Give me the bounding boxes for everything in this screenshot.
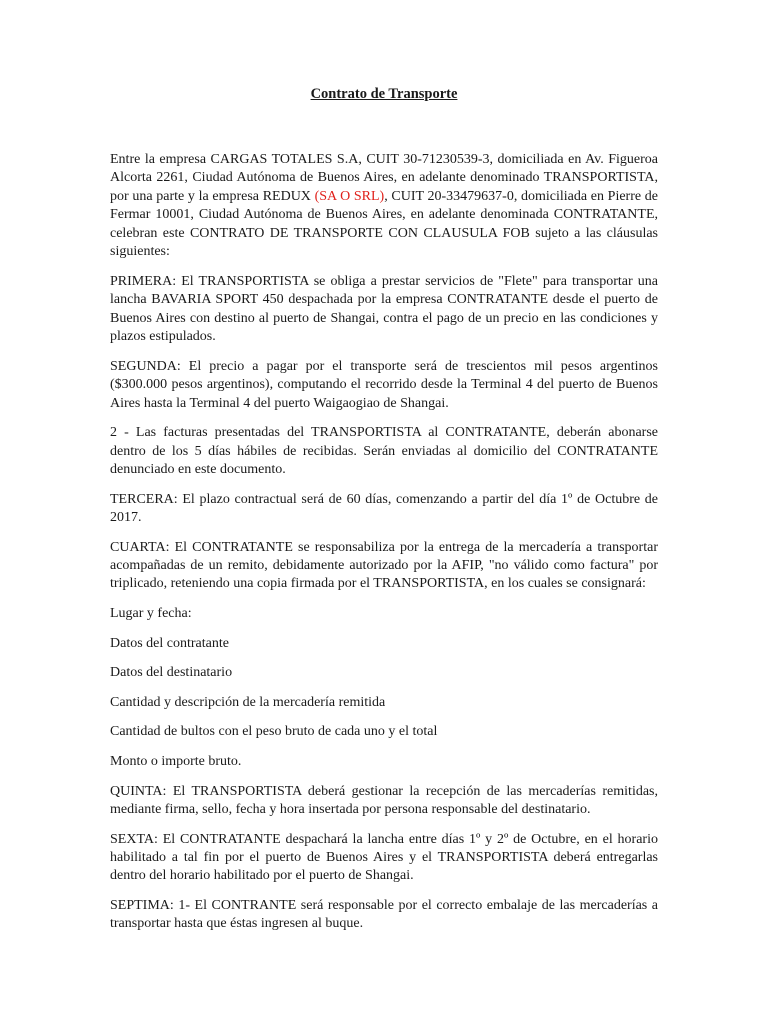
clause-sexta: SEXTA: El CONTRATANTE despachará la lancha entre días 1º y 2º de Octubre, en el horario habilitado a tal fin por el puerto de Buenos Aires y el TRANSPORTISTA deberá entregarlas dentro del horario habilitado por el puerto de Shangai. [110,831,658,884]
list-item: Datos del contratante [110,635,229,651]
clause-segunda: SEGUNDA: El precio a pagar por el transporte será de trescientos mil pesos argentinos ($300.000 pesos argentinos), computando el recorrido desde la Terminal 4 del puerto de Buenos Aires hasta la Terminal 4 del puerto Waigaogiao de Shangai. [110,358,658,411]
list-item: Lugar y fecha: [110,605,192,621]
intro-text-end: , CUIT 20-33479637-0, domiciliada en Pierre de Fermar 10001, Ciudad Autónoma de Buenos Aires, en adelante denominada CONTRATANTE, celebran este CONTRATO DE TRANSPORTE CON CLAUSULA FOB sujeto a las cláusulas siguientes: [110,188,658,260]
list-item: Cantidad y descripción de la mercadería remitida [110,694,386,710]
clause-segunda-2: 2 - Las facturas presentadas del TRANSPORTISTA al CONTRATANTE, deberán abonarse dentro de los 5 días hábiles de recibidas. Serán enviadas al domicilio del CONTRATANTE denunciado en este documento. [110,425,658,477]
company-type-highlight: (SA O SRL) [314,188,385,204]
clause-tercera: TERCERA: El plazo contractual será de 60 días, comenzando a partir del día 1º de Octubre de 2017. [110,491,658,525]
document-title: Contrato de Transporte [310,86,458,102]
list-item: Monto o importe bruto. [110,753,242,769]
clause-cuarta: CUARTA: El CONTRATANTE se responsabiliza por la entrega de la mercadería a transportar acompañadas de un remito, debidamente autorizado por la AFIP, "no válido como factura" por triplicado, reteniendo una copia firmada por el TRANSPORTISTA, en los cuales se consignará: [110,539,658,592]
document-page [110,84,658,945]
list-item: Datos del destinatario [110,665,233,681]
clause-septima: SEPTIMA: 1- El CONTRANTE será responsable por el correcto embalaje de las mercaderías a transportar hasta que éstas ingresen al buque. [110,897,658,932]
list-item: Cantidad de bultos con el peso bruto de cada uno y el total [110,724,438,740]
clause-quinta: QUINTA: El TRANSPORTISTA deberá gestionar la recepción de las mercaderías remitidas, mediante firma, sello, fecha y hora insertada por persona responsable del destinatario. [110,783,658,817]
intro-paragraph [110,151,658,261]
clause-primera: PRIMERA: El TRANSPORTISTA se obliga a prestar servicios de "Flete" para transportar una lancha BAVARIA SPORT 450 despachada por la empresa CONTRATANTE desde el puerto de Buenos Aires con destino al puerto de Shangai, contra el pago de un precio en las condiciones y plazos estipulados. [110,273,658,345]
intro-text-start: Entre la empresa CARGAS TOTALES S.A, CUIT 30-71230539-3, domiciliada en Av. Figueroa Alcorta 2261, Ciudad Autónoma de Buenos Aires, en adelante denominado TRANSPORTISTA, por una parte y la empresa REDUX [110,152,658,204]
